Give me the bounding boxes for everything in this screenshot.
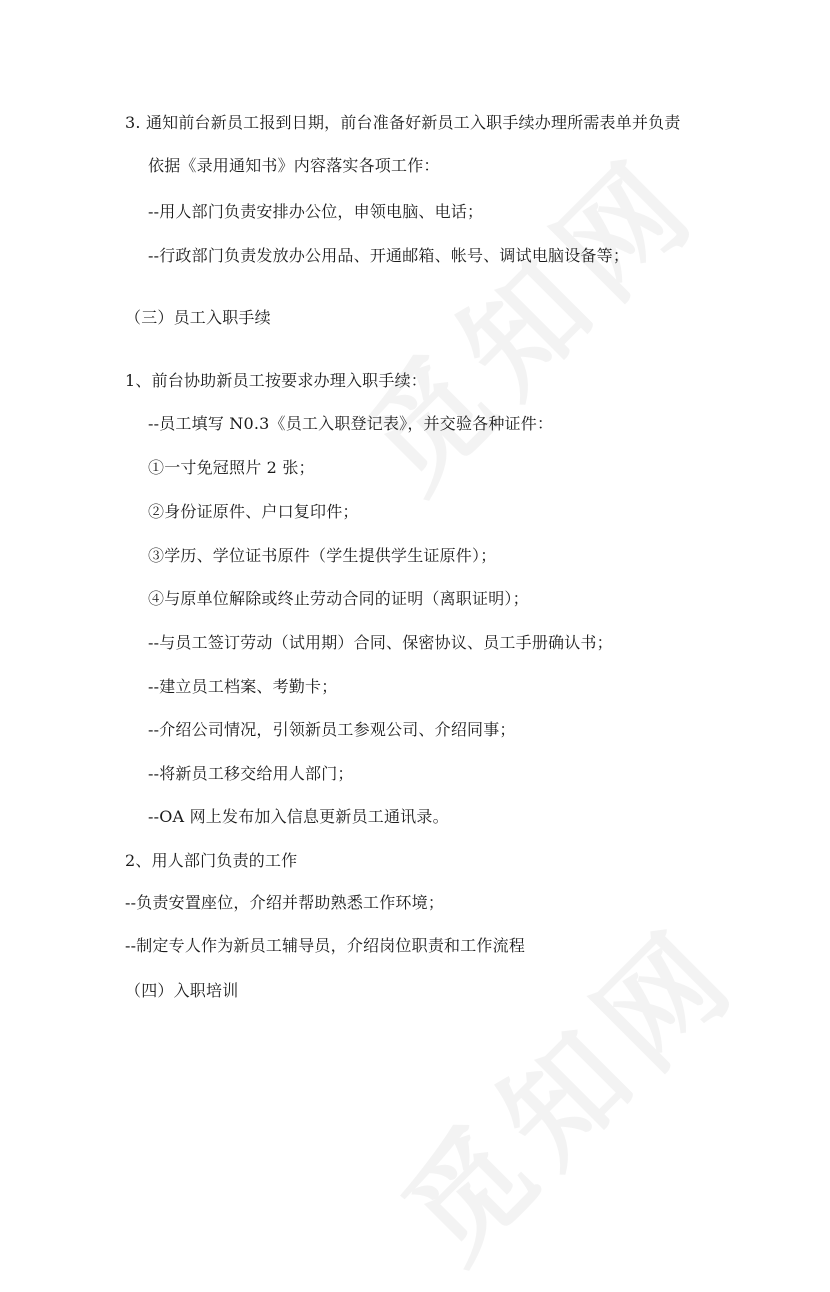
dash-item: --制定专人作为新员工辅导员，介绍岗位职责和工作流程	[125, 936, 526, 955]
list-item-1: 1、前台协助新员工按要求办理入职手续：	[125, 371, 427, 390]
numbered-item: ②身份证原件、户口复印件；	[148, 502, 359, 521]
paragraph-line: 依据《录用通知书》内容落实各项工作：	[148, 156, 440, 175]
section-heading-3: （三）员工入职手续	[125, 308, 271, 327]
numbered-item: ③学历、学位证书原件（学生提供学生证原件）；	[148, 546, 497, 565]
dash-item: --与员工签订劳动（试用期）合同、保密协议、员工手册确认书；	[148, 633, 613, 652]
section-heading-4: （四）入职培训	[125, 981, 239, 1000]
dash-item: --介绍公司情况，引领新员工参观公司、介绍同事；	[148, 720, 516, 739]
dash-item: --员工填写 N0.3《员工入职登记表》，并交验各种证件：	[148, 414, 554, 433]
dash-item: --建立员工档案、考勤卡；	[148, 677, 338, 696]
numbered-item: ①一寸免冠照片 2 张；	[148, 458, 315, 477]
list-item-3: 3. 通知前台新员工报到日期，前台准备好新员工入职手续办理所需表单并负责	[125, 113, 681, 132]
list-item-2: 2、用人部门负责的工作	[125, 851, 298, 870]
numbered-item: ④与原单位解除或终止劳动合同的证明（离职证明）；	[148, 589, 529, 608]
dash-item: --将新员工移交给用人部门；	[148, 764, 354, 783]
dash-item: --行政部门负责发放办公用品、开通邮箱、帐号、调试电脑设备等；	[148, 246, 630, 265]
dash-item: --用人部门负责安排办公位，申领电脑、电话；	[148, 202, 484, 221]
dash-item: --OA 网上发布加入信息更新员工通讯录。	[148, 807, 449, 826]
dash-item: --负责安置座位，介绍并帮助熟悉工作环境；	[125, 893, 445, 912]
